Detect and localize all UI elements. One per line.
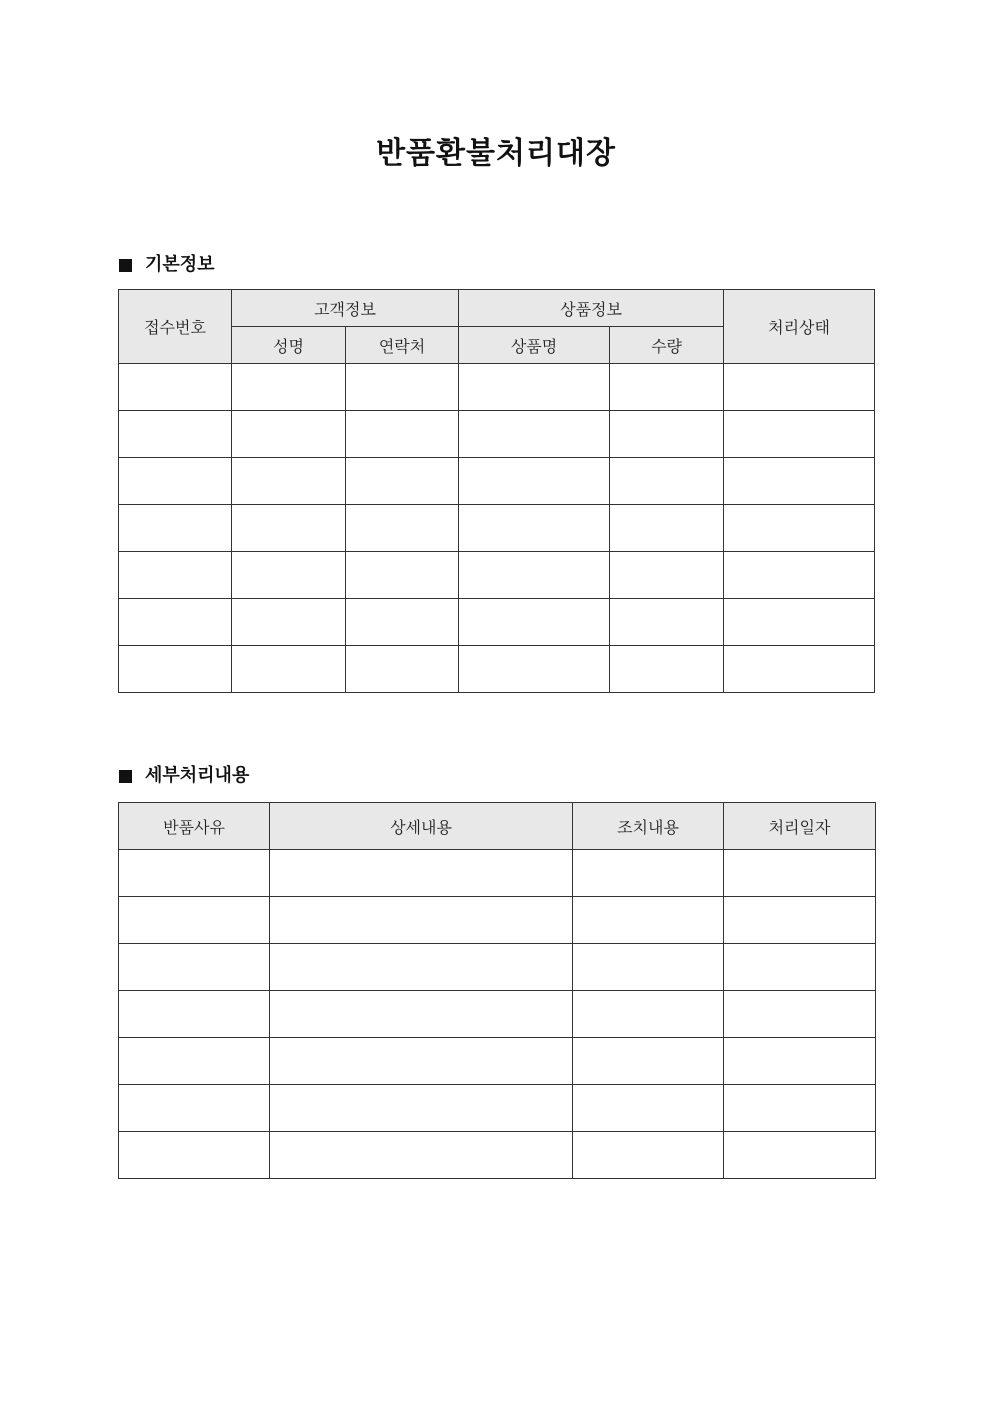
table-cell[interactable] — [119, 411, 232, 458]
header-contact: 연락처 — [346, 327, 459, 364]
header-name: 성명 — [232, 327, 346, 364]
table-cell[interactable] — [724, 505, 875, 552]
table-row — [119, 897, 876, 944]
table-row — [119, 458, 875, 505]
table-cell[interactable] — [724, 599, 875, 646]
table-cell[interactable] — [232, 552, 346, 599]
table-cell[interactable] — [459, 552, 610, 599]
table-cell[interactable] — [232, 411, 346, 458]
table-row — [119, 505, 875, 552]
table-cell[interactable] — [610, 505, 724, 552]
table-row — [119, 991, 876, 1038]
table-row — [119, 1132, 876, 1179]
table-cell[interactable] — [119, 944, 270, 991]
table-cell[interactable] — [232, 505, 346, 552]
table-row — [119, 850, 876, 897]
square-bullet-icon — [119, 259, 132, 272]
page-title: 반품환불처리대장 — [376, 136, 616, 171]
table-cell[interactable] — [459, 364, 610, 411]
table-cell[interactable] — [346, 599, 459, 646]
table-cell[interactable] — [119, 1038, 270, 1085]
table-cell[interactable] — [610, 552, 724, 599]
header-action: 조치내용 — [573, 803, 724, 850]
table-cell[interactable] — [119, 364, 232, 411]
table-cell[interactable] — [346, 505, 459, 552]
detail-info-table — [118, 802, 876, 1179]
table-cell[interactable] — [119, 991, 270, 1038]
table-row — [119, 1038, 876, 1085]
header-details: 상세내용 — [270, 803, 573, 850]
table-cell[interactable] — [724, 1132, 876, 1179]
table-cell[interactable] — [119, 850, 270, 897]
table-cell[interactable] — [270, 944, 573, 991]
table-cell[interactable] — [724, 364, 875, 411]
table-row — [119, 599, 875, 646]
table-cell[interactable] — [610, 364, 724, 411]
table-cell[interactable] — [459, 599, 610, 646]
table-cell[interactable] — [573, 850, 724, 897]
table-cell[interactable] — [724, 411, 875, 458]
header-customer-info: 고객정보 — [232, 290, 459, 327]
table-cell[interactable] — [346, 646, 459, 693]
header-product-name: 상품명 — [459, 327, 610, 364]
table-cell[interactable] — [119, 458, 232, 505]
header-processed-date: 처리일자 — [724, 803, 876, 850]
basic-info-heading-label: 기본정보 — [145, 254, 215, 275]
table-cell[interactable] — [724, 991, 876, 1038]
header-return-reason: 반품사유 — [119, 803, 270, 850]
table-cell[interactable] — [724, 646, 875, 693]
basic-info-table — [118, 289, 875, 693]
table-row — [119, 411, 875, 458]
table-cell[interactable] — [610, 599, 724, 646]
table-cell[interactable] — [232, 458, 346, 505]
table-cell[interactable] — [270, 991, 573, 1038]
table-cell[interactable] — [724, 458, 875, 505]
table-cell[interactable] — [724, 552, 875, 599]
table-cell[interactable] — [270, 1132, 573, 1179]
table-row — [119, 364, 875, 411]
table-cell[interactable] — [724, 850, 876, 897]
table-cell[interactable] — [573, 944, 724, 991]
table-cell[interactable] — [459, 411, 610, 458]
table-cell[interactable] — [573, 991, 724, 1038]
table-cell[interactable] — [270, 1085, 573, 1132]
table-cell[interactable] — [270, 850, 573, 897]
table-cell[interactable] — [119, 552, 232, 599]
table-cell[interactable] — [573, 1085, 724, 1132]
table-cell[interactable] — [459, 458, 610, 505]
table-cell[interactable] — [459, 646, 610, 693]
table-cell[interactable] — [346, 552, 459, 599]
table-cell[interactable] — [346, 411, 459, 458]
table-cell[interactable] — [459, 505, 610, 552]
table-cell[interactable] — [346, 458, 459, 505]
table-cell[interactable] — [232, 364, 346, 411]
detail-info-heading-label: 세부처리내용 — [145, 765, 250, 786]
table-cell[interactable] — [119, 1085, 270, 1132]
table-row — [119, 552, 875, 599]
table-cell[interactable] — [610, 411, 724, 458]
table-cell[interactable] — [270, 1038, 573, 1085]
table-cell[interactable] — [610, 458, 724, 505]
table-cell[interactable] — [724, 944, 876, 991]
table-cell[interactable] — [119, 505, 232, 552]
table-cell[interactable] — [270, 897, 573, 944]
table-cell[interactable] — [610, 646, 724, 693]
table-cell[interactable] — [346, 364, 459, 411]
table-cell[interactable] — [724, 1038, 876, 1085]
header-receipt-no: 접수번호 — [119, 290, 232, 364]
table-row — [119, 1085, 876, 1132]
table-cell[interactable] — [232, 646, 346, 693]
table-cell[interactable] — [724, 897, 876, 944]
header-product-info: 상품정보 — [459, 290, 724, 327]
table-cell[interactable] — [573, 1132, 724, 1179]
table-row — [119, 646, 875, 693]
table-cell[interactable] — [724, 1085, 876, 1132]
table-cell[interactable] — [573, 1038, 724, 1085]
header-quantity: 수량 — [610, 327, 724, 364]
table-cell[interactable] — [119, 1132, 270, 1179]
table-row — [119, 944, 876, 991]
detail-info-heading — [119, 764, 249, 788]
table-cell[interactable] — [119, 897, 270, 944]
basic-info-heading — [119, 253, 215, 277]
table-cell[interactable] — [573, 897, 724, 944]
table-cell[interactable] — [119, 646, 232, 693]
table-cell[interactable] — [232, 599, 346, 646]
square-bullet-icon — [119, 770, 132, 783]
table-cell[interactable] — [119, 599, 232, 646]
header-status: 처리상태 — [724, 290, 875, 364]
